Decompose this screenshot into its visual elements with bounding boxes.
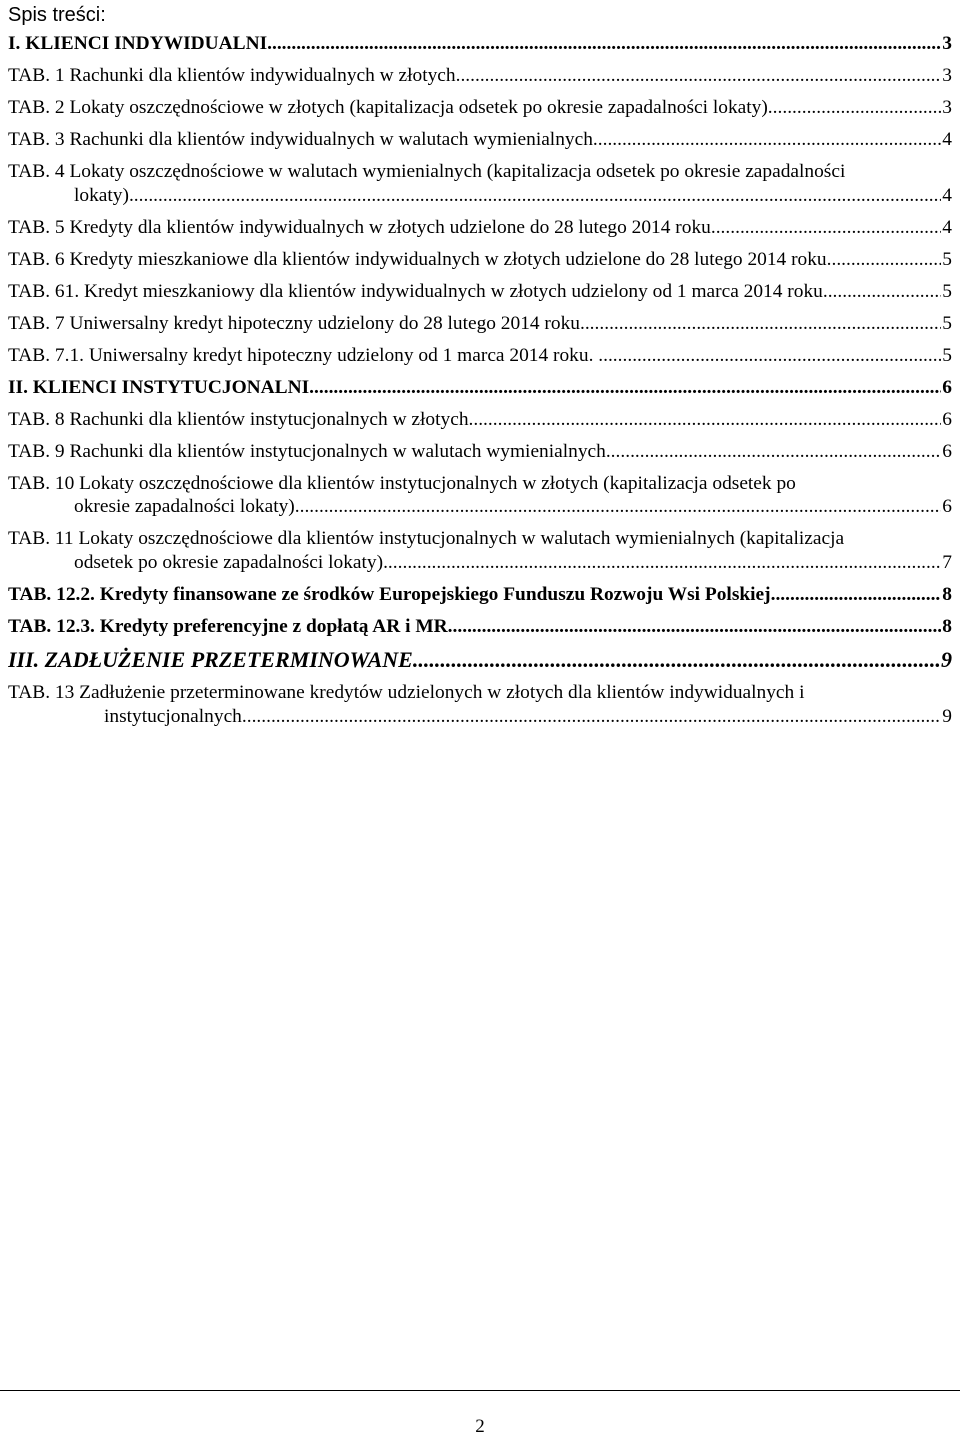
toc-entry-tab-13[interactable] xyxy=(8,681,952,728)
toc-entry-page: 5 xyxy=(942,344,952,366)
leader-dots xyxy=(603,344,941,368)
toc-entry-lead: TAB. 13 Zadłużenie przeterminowane kredytów udzielonych w złotych dla klientów indywidualnych i xyxy=(8,682,805,703)
toc-entry-text: lokaty) xyxy=(74,184,129,206)
toc-entry-page: 5 xyxy=(942,280,952,302)
toc-entry-page: 4 xyxy=(942,184,952,206)
toc-entry-page: 5 xyxy=(942,248,952,270)
toc-entry-page: 6 xyxy=(942,376,952,398)
toc-entry-page: 3 xyxy=(942,65,952,86)
toc-entry-text: odsetek po okresie zapadalności lokaty) xyxy=(74,551,384,573)
toc-entry-lead: TAB. 11 Lokaty oszczędnościowe dla klientów instytucjonalnych w walutach wymienialnych (kapitalizacja xyxy=(8,528,845,549)
toc-entry-text: okresie zapadalności lokaty) xyxy=(74,496,295,517)
toc-entry-section-1[interactable] xyxy=(8,32,952,56)
toc-entry-lead: TAB. 10 Lokaty oszczędnościowe dla klientów instytucjonalnych w złotych (kapitalizacja odsetek po xyxy=(8,472,796,494)
toc-entry-page: 8 xyxy=(942,583,952,605)
toc-entry-text: II. KLIENCI INSTYTUCJONALNI xyxy=(8,376,310,398)
toc-entry-tab-8[interactable] xyxy=(8,408,952,432)
toc-entry-page: 5 xyxy=(942,312,952,334)
toc-entry-page: 3 xyxy=(942,97,952,118)
toc-entry-page: 9 xyxy=(941,646,952,672)
toc-entry-page: 6 xyxy=(942,496,952,517)
toc-entry-text: III. ZADŁUŻENIE PRZETERMINOWANE xyxy=(8,646,413,672)
toc-entry-tab-5[interactable] xyxy=(8,216,952,240)
toc-entry-text: TAB. 7 Uniwersalny kredyt hipoteczny udzielony do 28 lutego 2014 roku. xyxy=(8,312,585,334)
toc-title: Spis treści: xyxy=(8,4,106,26)
leader-dots xyxy=(413,647,940,673)
toc-entry-page: 7 xyxy=(942,551,952,573)
leader-dots xyxy=(473,408,941,432)
leader-dots xyxy=(295,495,942,519)
toc-entry-section-2[interactable] xyxy=(8,376,952,400)
toc-entry-tab-12-3[interactable] xyxy=(8,615,952,639)
toc-entry-tab-11[interactable] xyxy=(8,527,952,574)
toc-entry-tab-12-2[interactable] xyxy=(8,583,952,607)
toc-entry-tab-6-1[interactable] xyxy=(8,280,952,304)
toc-entry-tab-2[interactable] xyxy=(8,96,952,120)
toc-entry-text: instytucjonalnych. xyxy=(104,705,247,727)
toc-entry-text: TAB. 6 Kredyty mieszkaniowe dla klientów indywidualnych w złotych udzielone do 28 lutego 2014 roku. xyxy=(8,248,832,270)
toc-entry-tab-7-1[interactable] xyxy=(8,344,952,368)
toc-entry-page: 3 xyxy=(942,33,952,54)
toc-entry-text: TAB. 12.2. Kredyty finansowane ze środków Europejskiego Funduszu Rozwoju Wsi Polskiej xyxy=(8,583,771,605)
toc-entry-tab-9[interactable] xyxy=(8,440,952,464)
toc-entry-text: TAB. 5 Kredyty dla klientów indywidualnych w złotych udzielone do 28 lutego 2014 roku. xyxy=(8,216,716,238)
leader-dots xyxy=(267,32,941,56)
toc-entry-page: 6 xyxy=(942,440,952,462)
leader-dots xyxy=(383,551,941,575)
leader-dots xyxy=(460,64,941,88)
leader-dots xyxy=(598,128,942,152)
leader-dots xyxy=(247,705,942,729)
leader-dots xyxy=(129,184,941,208)
leader-dots xyxy=(611,440,942,464)
leader-dots xyxy=(309,376,941,400)
leader-dots xyxy=(828,280,942,304)
toc-entry-text: I. KLIENCI INDYWIDUALNI xyxy=(8,33,268,54)
page-number: 2 xyxy=(475,1416,485,1437)
toc-entry-text: TAB. 61. Kredyt mieszkaniowy dla klientów indywidualnych w złotych udzielony od 1 marca 2014 roku. xyxy=(8,280,828,302)
toc-entry-tab-7[interactable] xyxy=(8,312,952,336)
toc-entry-text: TAB. 12.3. Kredyty preferencyjne z dopłatą AR i MR xyxy=(8,615,448,637)
toc-entry-lead: TAB. 4 Lokaty oszczędnościowe w walutach wymienialnych (kapitalizacja odsetek po okresie zapadalności xyxy=(8,161,846,182)
leader-dots xyxy=(448,615,942,639)
leader-dots xyxy=(585,312,941,336)
toc-entry-text: TAB. 2 Lokaty oszczędnościowe w złotych (kapitalizacja odsetek po okresie zapadalności lokaty) xyxy=(8,97,768,118)
toc-entry-page: 9 xyxy=(942,705,952,727)
leader-dots xyxy=(768,96,942,120)
footer-divider xyxy=(0,1390,960,1391)
toc-entry-text: TAB. 8 Rachunki dla klientów instytucjonalnych w złotych. xyxy=(8,408,474,430)
toc-entry-page: 8 xyxy=(942,615,952,637)
toc-entry-tab-1[interactable] xyxy=(8,64,952,88)
toc-entry-page: 4 xyxy=(942,216,952,238)
leader-dots xyxy=(831,248,941,272)
leader-dots xyxy=(771,583,942,607)
table-of-contents xyxy=(8,28,952,737)
toc-entry-tab-3[interactable] xyxy=(8,128,952,152)
toc-entry-text: TAB. 1 Rachunki dla klientów indywidualnych w złotych. xyxy=(8,65,461,86)
toc-entry-text: TAB. 3 Rachunki dla klientów indywidualnych w walutach wymienialnych. xyxy=(8,129,598,150)
toc-entry-text: TAB. 9 Rachunki dla klientów instytucjonalnych w walutach wymienialnych. xyxy=(8,440,611,462)
toc-entry-tab-4[interactable] xyxy=(8,160,952,207)
toc-entry-tab-10[interactable] xyxy=(8,472,952,519)
toc-entry-page: 6 xyxy=(942,408,952,430)
leader-dots xyxy=(716,216,942,240)
toc-entry-tab-6[interactable] xyxy=(8,248,952,272)
toc-entry-page: 4 xyxy=(942,129,952,150)
toc-entry-text: TAB. 7.1. Uniwersalny kredyt hipoteczny udzielony od 1 marca 2014 roku. . xyxy=(8,344,604,366)
toc-entry-section-3[interactable] xyxy=(8,647,952,673)
